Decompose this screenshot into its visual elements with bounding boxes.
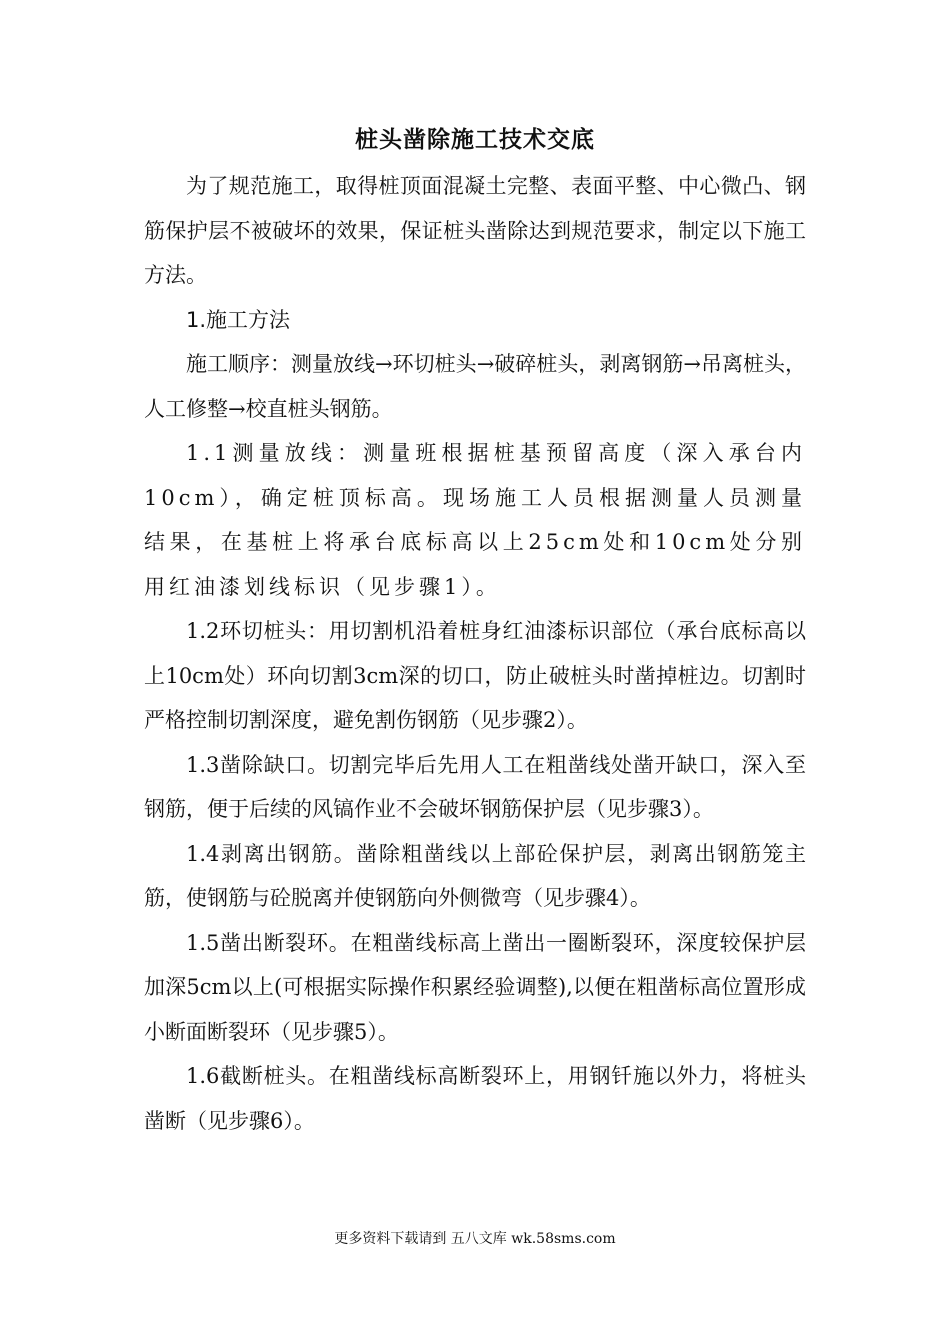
document-title: 桩头凿除施工技术交底 [355,127,595,153]
step-1-2-paragraph: 1.2环切桩头：用切割机沿着桩身红油漆标识部位（承台底标高以上10cm处）环向切割3cm深的切口，防止破桩头时凿掉桩边。切割时严格控制切割深度，避免割伤钢筋（见步骤2）。 [144,619,806,732]
document-body [144,164,806,1143]
step-1-1-paragraph: 1.1测量放线：测量班根据桩基预留高度（深入承台内10cm），确定桩顶标高。现场施工人员根据测量人员测量结果，在基桩上将承台底标高以上25cm处和10cm处分别用红油漆划线标识（见步骤1）。 [144,441,806,599]
footer-download-note: 更多资料下载请到 五八文库 wk.58sms.com [334,1231,616,1247]
intro-paragraph: 为了规范施工，取得桩顶面混凝土完整、表面平整、中心微凸、钢筋保护层不被破坏的效果，保证桩头凿除达到规范要求，制定以下施工方法。 [144,174,806,287]
step-1-4-paragraph: 1.4剥离出钢筋。凿除粗凿线以上部砼保护层，剥离出钢筋笼主筋，使钢筋与砼脱离并使钢筋向外侧微弯（见步骤4）。 [144,841,806,910]
construction-sequence-paragraph: 施工顺序：测量放线→环切桩头→破碎桩头，剥离钢筋→吊离桩头，人工修整→校直桩头钢筋。 [144,352,806,421]
step-1-3-paragraph: 1.3凿除缺口。切割完毕后先用人工在粗凿线处凿开缺口，深入至钢筋，便于后续的风镐作业不会破坏钢筋保护层（见步骤3）。 [144,752,806,821]
step-1-6-paragraph: 1.6截断桩头。在粗凿线标高断裂环上，用钢钎施以外力，将桩头凿断（见步骤6）。 [144,1064,806,1133]
step-1-5-paragraph: 1.5凿出断裂环。在粗凿线标高上凿出一圈断裂环，深度较保护层加深5cm以上(可根据实际操作积累经验调整),以便在粗凿标高位置形成小断面断裂环（见步骤5）。 [144,930,806,1044]
section-heading-construction-method: 1.施工方法 [186,307,291,332]
